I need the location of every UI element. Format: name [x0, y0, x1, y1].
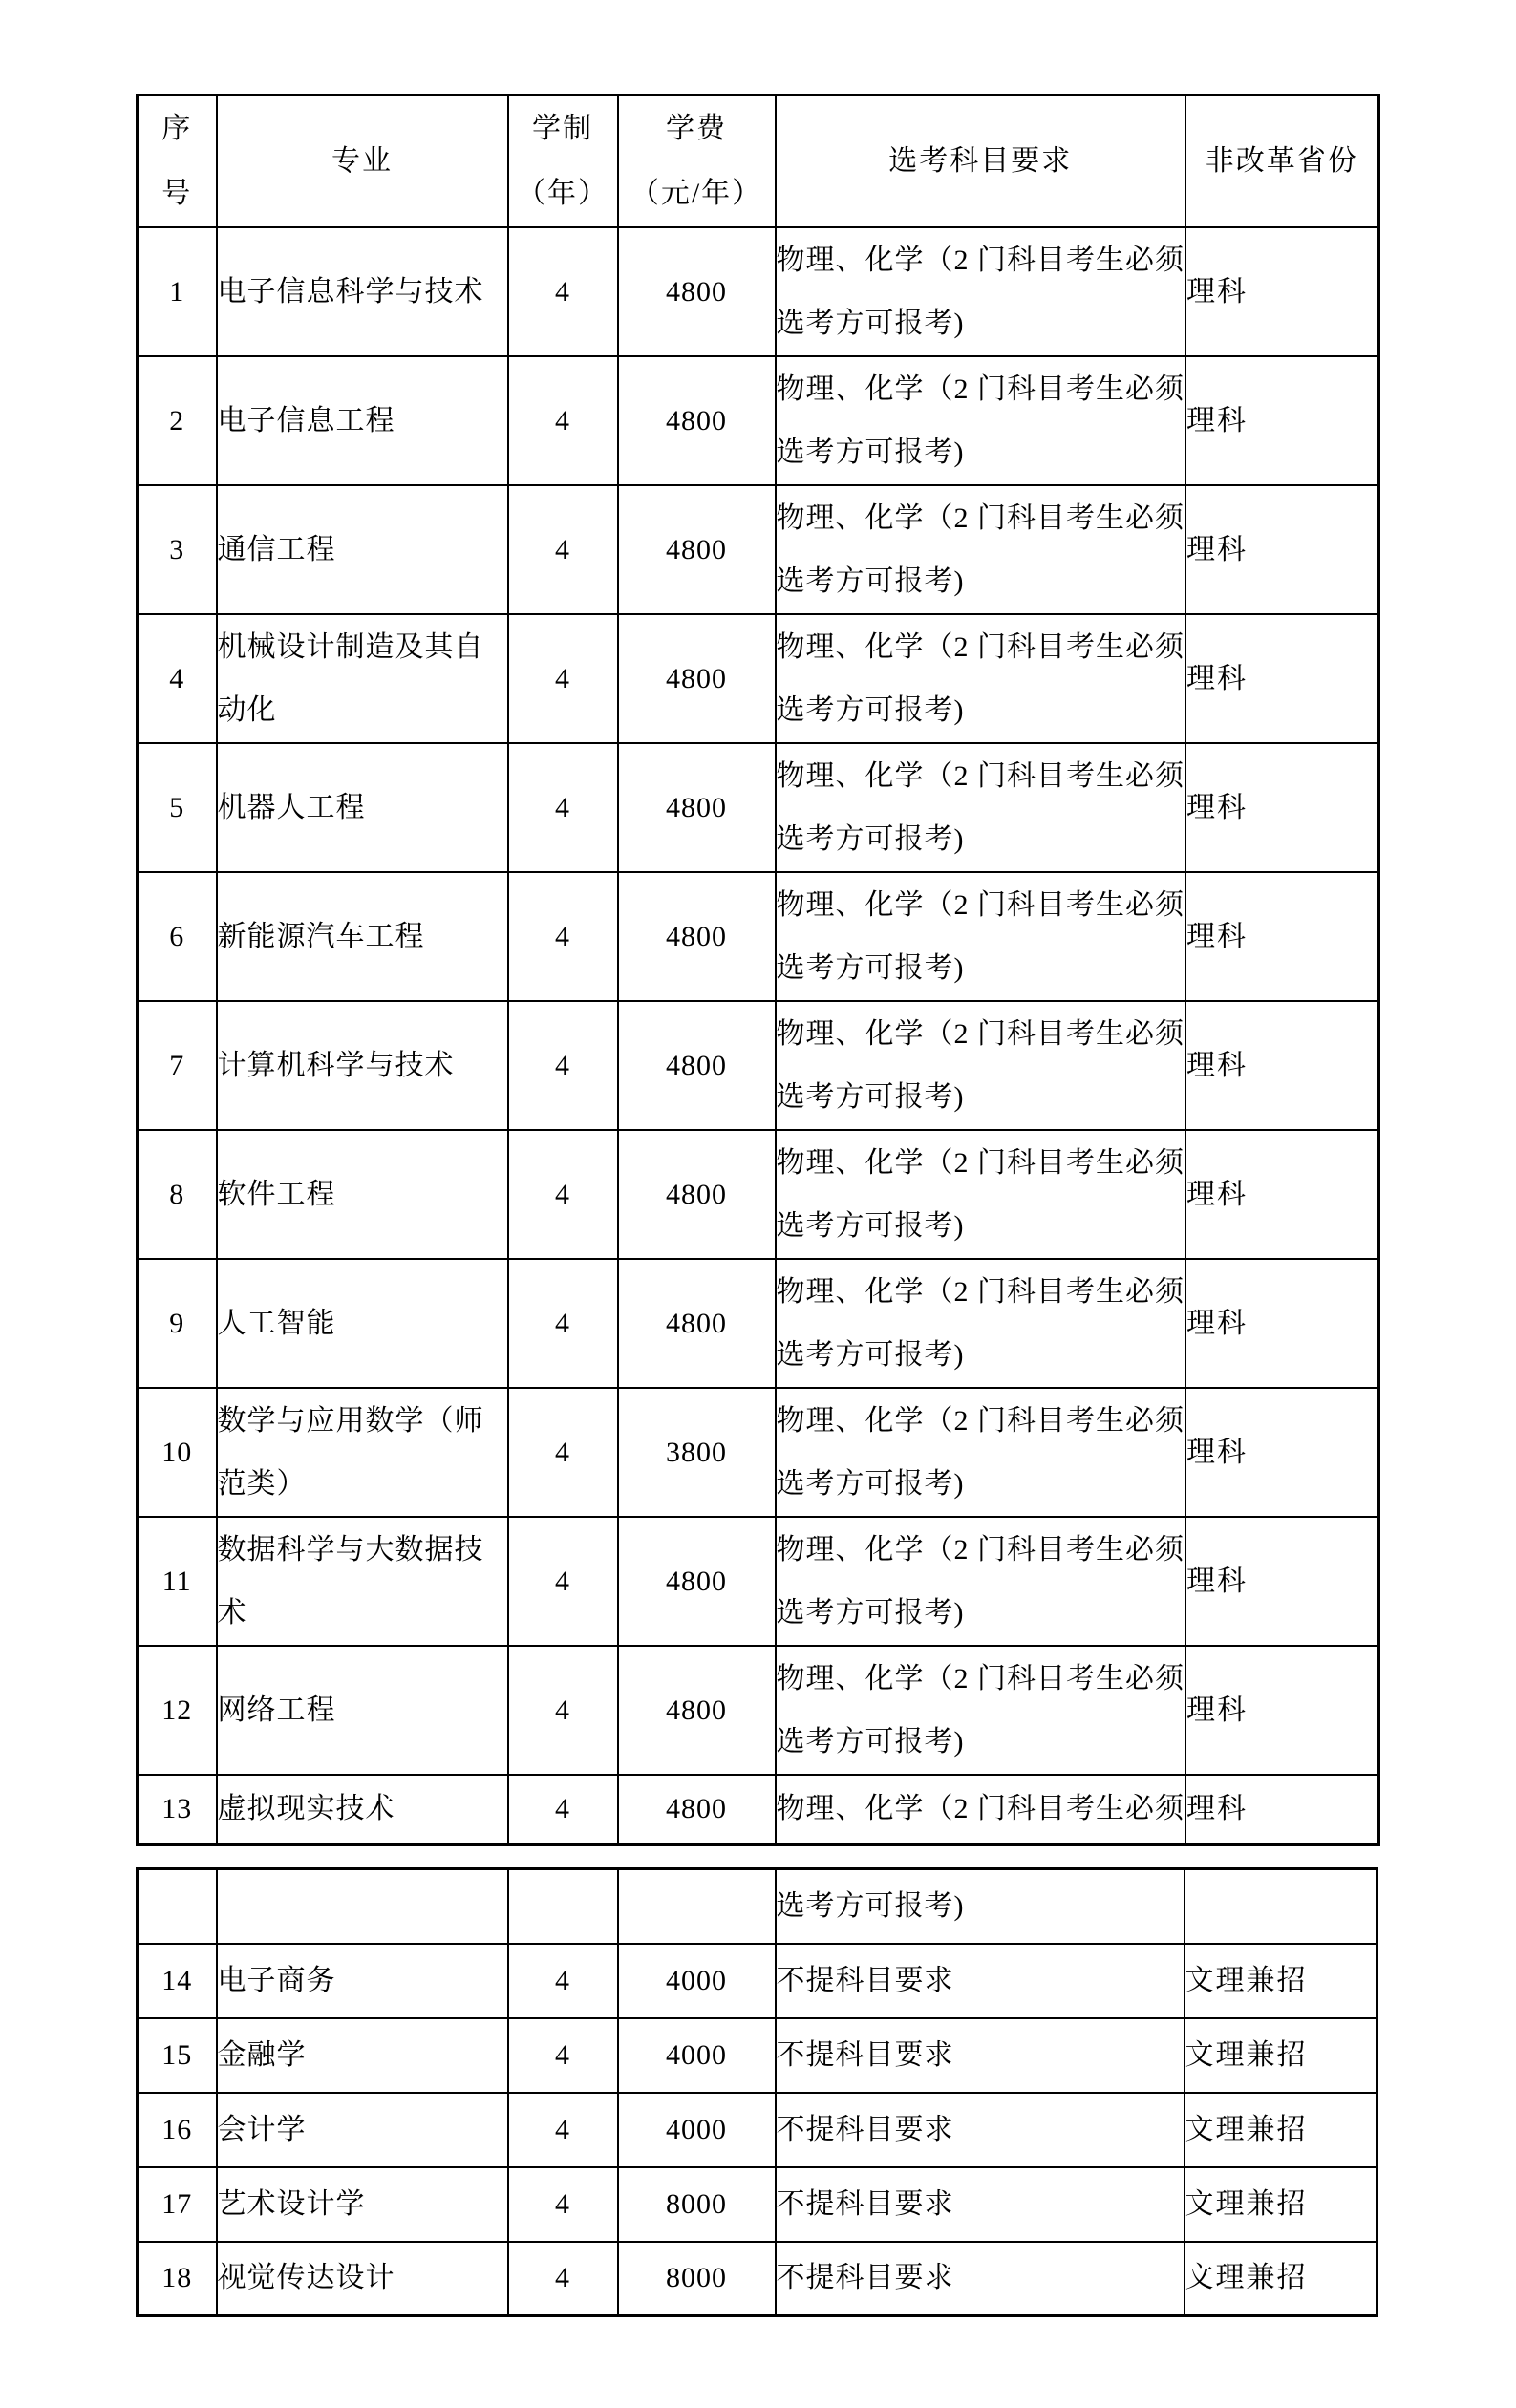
major-cell: 新能源汽车工程	[217, 872, 508, 1001]
col-header-seq-label: 序号	[161, 113, 193, 209]
seq-cell: 14	[138, 1944, 217, 2018]
subject-requirement-line: 选考方可报考)	[776, 1338, 965, 1371]
subjects-cell	[776, 1388, 1186, 1517]
subject-requirement-line: 物理、化学（2 门科目考生必须	[776, 630, 1185, 663]
seq-cell: 2	[138, 356, 217, 485]
province-cell: 理科	[1185, 1130, 1378, 1259]
major-cell: 网络工程	[217, 1646, 508, 1775]
subject-requirement-line: 选考方可报考)	[776, 822, 965, 855]
seq-cell: 5	[138, 743, 217, 872]
subject-requirement-line: 选考方可报考)	[776, 1725, 965, 1758]
table-row	[138, 1869, 1377, 1944]
seq-cell: 7	[138, 1001, 217, 1130]
seq-cell: 15	[138, 2018, 217, 2093]
seq-cell: 18	[138, 2242, 217, 2316]
col-header-fee	[618, 96, 776, 228]
majors-table-part2	[136, 1867, 1378, 2317]
fee-cell: 4800	[618, 1130, 776, 1259]
subject-requirement-line: 不提科目要求	[776, 2113, 954, 2145]
province-cell: 理科	[1185, 227, 1378, 356]
province-cell: 理科	[1185, 614, 1378, 743]
seq-cell: 10	[138, 1388, 217, 1517]
table-row	[138, 1388, 1379, 1517]
seq-cell: 16	[138, 2093, 217, 2167]
table-row	[138, 356, 1379, 485]
major-cell: 电子信息科学与技术	[217, 227, 508, 356]
fee-cell: 4800	[618, 1001, 776, 1130]
province-cell: 文理兼招	[1185, 1944, 1377, 2018]
col-header-years	[508, 96, 618, 228]
subject-requirement-line: 物理、化学（2 门科目考生必须	[776, 1533, 1185, 1566]
subjects-cell	[776, 356, 1186, 485]
major-cell: 软件工程	[217, 1130, 508, 1259]
years-cell: 4	[508, 1646, 618, 1775]
subject-requirement-line: 不提科目要求	[776, 2038, 954, 2071]
major-cell: 数据科学与大数据技术	[217, 1517, 508, 1646]
province-cell: 理科	[1185, 1001, 1378, 1130]
subject-requirement-line: 选考方可报考)	[776, 951, 965, 984]
major-cell: 视觉传达设计	[217, 2242, 508, 2316]
table-row	[138, 2167, 1377, 2242]
table-row	[138, 1001, 1379, 1130]
seq-cell: 1	[138, 227, 217, 356]
years-cell: 4	[508, 614, 618, 743]
subject-requirement-line: 选考方可报考)	[776, 1889, 965, 1922]
table-row	[138, 614, 1379, 743]
major-cell: 电子商务	[217, 1944, 508, 2018]
fee-cell	[618, 1869, 776, 1944]
subject-requirement-line: 不提科目要求	[776, 2262, 954, 2294]
seq-cell: 3	[138, 485, 217, 614]
subjects-cell	[776, 2242, 1185, 2316]
subjects-cell	[776, 1517, 1186, 1646]
table-row	[138, 743, 1379, 872]
fee-cell: 4800	[618, 743, 776, 872]
major-cell: 数学与应用数学（师范类）	[217, 1388, 508, 1517]
subjects-cell	[776, 2093, 1185, 2167]
subject-requirement-line: 物理、化学（2 门科目考生必须	[776, 1146, 1185, 1179]
major-cell: 金融学	[217, 2018, 508, 2093]
fee-cell: 4800	[618, 614, 776, 743]
col-header-years-line2: （年）	[517, 178, 609, 209]
province-cell: 理科	[1185, 356, 1378, 485]
table-row	[138, 872, 1379, 1001]
subject-requirement-line: 物理、化学（2 门科目考生必须	[776, 373, 1185, 405]
major-cell: 人工智能	[217, 1259, 508, 1388]
major-cell: 机械设计制造及其自动化	[217, 614, 508, 743]
subject-requirement-line: 物理、化学（2 门科目考生必须	[776, 1404, 1185, 1437]
subject-requirement-line: 物理、化学（2 门科目考生必须	[776, 888, 1185, 921]
col-header-seq	[138, 96, 217, 228]
subjects-cell	[776, 1001, 1186, 1130]
subject-requirement-line: 物理、化学（2 门科目考生必须	[776, 1793, 1185, 1825]
subjects-cell	[776, 1869, 1185, 1944]
subjects-cell	[776, 1130, 1186, 1259]
major-cell: 电子信息工程	[217, 356, 508, 485]
years-cell: 4	[508, 2242, 618, 2316]
col-header-fee-line1: 学费	[666, 113, 727, 144]
subject-requirement-line: 选考方可报考)	[776, 1209, 965, 1242]
seq-cell: 11	[138, 1517, 217, 1646]
subject-requirement-line: 选考方可报考)	[776, 693, 965, 726]
subjects-cell	[776, 1775, 1186, 1844]
fee-cell: 4800	[618, 1775, 776, 1844]
fee-cell: 4800	[618, 485, 776, 614]
table-row	[138, 1944, 1377, 2018]
years-cell: 4	[508, 356, 618, 485]
table-row	[138, 1775, 1379, 1844]
years-cell: 4	[508, 227, 618, 356]
subjects-cell	[776, 743, 1186, 872]
years-cell: 4	[508, 1775, 618, 1844]
seq-cell: 17	[138, 2167, 217, 2242]
major-cell: 计算机科学与技术	[217, 1001, 508, 1130]
province-cell: 理科	[1185, 1646, 1378, 1775]
province-cell	[1185, 1869, 1377, 1944]
table-row	[138, 2242, 1377, 2316]
years-cell: 4	[508, 485, 618, 614]
fee-cell: 4800	[618, 227, 776, 356]
table-row	[138, 1259, 1379, 1388]
years-cell: 4	[508, 1001, 618, 1130]
seq-cell: 13	[138, 1775, 217, 1844]
years-cell: 4	[508, 2167, 618, 2242]
seq-cell: 12	[138, 1646, 217, 1775]
subject-requirement-line: 选考方可报考)	[776, 436, 965, 468]
subject-requirement-line: 选考方可报考)	[776, 307, 965, 339]
subjects-cell	[776, 614, 1186, 743]
years-cell: 4	[508, 743, 618, 872]
subjects-cell	[776, 1944, 1185, 2018]
province-cell: 理科	[1185, 485, 1378, 614]
years-cell	[508, 1869, 618, 1944]
years-cell: 4	[508, 872, 618, 1001]
years-cell: 4	[508, 1517, 618, 1646]
subjects-cell	[776, 1646, 1186, 1775]
province-cell: 文理兼招	[1185, 2242, 1377, 2316]
fee-cell: 3800	[618, 1388, 776, 1517]
table-row	[138, 2018, 1377, 2093]
subject-requirement-line: 选考方可报考)	[776, 1596, 965, 1629]
major-cell: 会计学	[217, 2093, 508, 2167]
province-cell: 理科	[1185, 1517, 1378, 1646]
province-cell: 文理兼招	[1185, 2167, 1377, 2242]
subject-requirement-line: 物理、化学（2 门科目考生必须	[776, 244, 1185, 276]
major-cell: 通信工程	[217, 485, 508, 614]
province-cell: 理科	[1185, 1775, 1378, 1844]
subjects-cell	[776, 872, 1186, 1001]
province-cell: 理科	[1185, 872, 1378, 1001]
fee-cell: 4800	[618, 356, 776, 485]
subjects-cell	[776, 485, 1186, 614]
province-cell: 理科	[1185, 743, 1378, 872]
fee-cell: 4800	[618, 1259, 776, 1388]
seq-cell: 6	[138, 872, 217, 1001]
subjects-cell	[776, 1259, 1186, 1388]
province-cell: 理科	[1185, 1388, 1378, 1517]
seq-cell: 4	[138, 614, 217, 743]
province-cell: 文理兼招	[1185, 2093, 1377, 2167]
subject-requirement-line: 选考方可报考)	[776, 1080, 965, 1113]
col-header-fee-line2: （元/年）	[630, 178, 763, 209]
fee-cell: 4000	[618, 2018, 776, 2093]
table-row	[138, 1517, 1379, 1646]
years-cell: 4	[508, 1388, 618, 1517]
fee-cell: 8000	[618, 2242, 776, 2316]
col-header-major: 专业	[217, 96, 508, 228]
seq-cell: 9	[138, 1259, 217, 1388]
subject-requirement-line: 物理、化学（2 门科目考生必须	[776, 1275, 1185, 1308]
fee-cell: 4000	[618, 2093, 776, 2167]
subject-requirement-line: 选考方可报考)	[776, 565, 965, 597]
col-header-subjects: 选考科目要求	[776, 96, 1186, 228]
major-cell	[217, 1869, 508, 1944]
table-row	[138, 227, 1379, 356]
years-cell: 4	[508, 1259, 618, 1388]
table-row	[138, 485, 1379, 614]
subject-requirement-line: 选考方可报考)	[776, 1467, 965, 1500]
years-cell: 4	[508, 2093, 618, 2167]
table-row	[138, 2093, 1377, 2167]
province-cell: 理科	[1185, 1259, 1378, 1388]
subject-requirement-line: 物理、化学（2 门科目考生必须	[776, 501, 1185, 534]
majors-table-part1	[136, 94, 1380, 1846]
col-header-years-line1: 学制	[532, 113, 593, 144]
col-header-provinces: 非改革省份	[1185, 96, 1378, 228]
major-cell: 虚拟现实技术	[217, 1775, 508, 1844]
fee-cell: 8000	[618, 2167, 776, 2242]
seq-cell: 8	[138, 1130, 217, 1259]
major-cell: 机器人工程	[217, 743, 508, 872]
subject-requirement-line: 物理、化学（2 门科目考生必须	[776, 759, 1185, 792]
subject-requirement-line: 不提科目要求	[776, 2187, 954, 2220]
fee-cell: 4800	[618, 872, 776, 1001]
years-cell: 4	[508, 1944, 618, 2018]
years-cell: 4	[508, 1130, 618, 1259]
subjects-cell	[776, 227, 1186, 356]
province-cell: 文理兼招	[1185, 2018, 1377, 2093]
table-row	[138, 1130, 1379, 1259]
seq-cell	[138, 1869, 217, 1944]
fee-cell: 4000	[618, 1944, 776, 2018]
subjects-cell	[776, 2167, 1185, 2242]
header-row	[138, 96, 1379, 228]
subject-requirement-line: 物理、化学（2 门科目考生必须	[776, 1017, 1185, 1050]
years-cell: 4	[508, 2018, 618, 2093]
subjects-cell	[776, 2018, 1185, 2093]
table-row	[138, 1646, 1379, 1775]
subject-requirement-line: 不提科目要求	[776, 1964, 954, 1996]
fee-cell: 4800	[618, 1646, 776, 1775]
fee-cell: 4800	[618, 1517, 776, 1646]
subject-requirement-line: 物理、化学（2 门科目考生必须	[776, 1662, 1185, 1694]
major-cell: 艺术设计学	[217, 2167, 508, 2242]
